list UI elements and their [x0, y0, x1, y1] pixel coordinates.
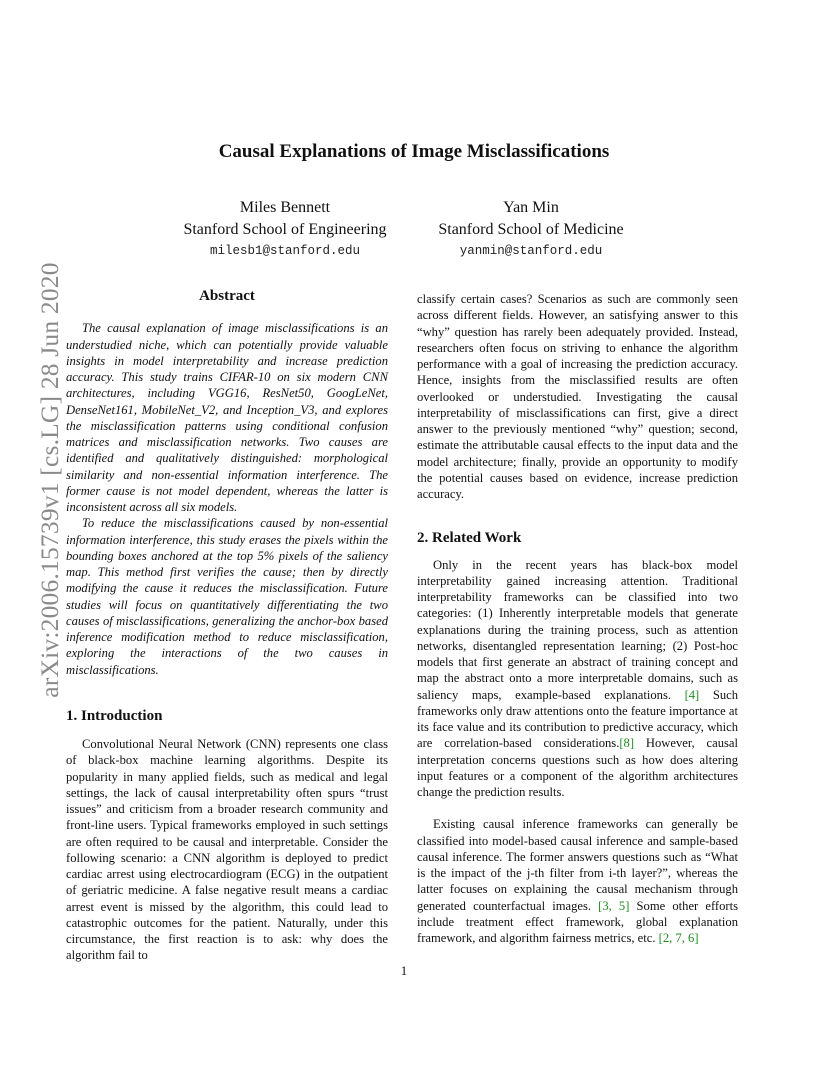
- related-text: Such frameworks only draw attentions onto the feature importance at its face value and its contribution to predictive accuracy, which are correlation-based considerations.: [417, 687, 738, 751]
- intro-paragraph-1: Convolutional Neural Network (CNN) represents one class of black-box machine learning algorithms. Despite its popularity in many applied fields, such as medical and legal settings, the lack of causal interpretability often spurs “trust issues” and criticism from a broader research community and front-line users. Typical frameworks employed in such settings are often required to be causal and interpretable. Consider the following scenario: a CNN algorithm is deployed to predict cardiac arrest using electrocardiogram (ECG) in the outpatient of geriatric medicine. A false negative result means a cardiac arrest event is missed by the algorithm, this could lead to catastrophic outcomes for the patient. Naturally, under this circumstance, the first reaction is to ask: why does the algorithm fail to: [66, 737, 388, 963]
- page-number: 1: [400, 963, 408, 978]
- intro-paragraph-1-continued: classify certain cases? Scenarios as such are commonly seen across different fields. However, an satisfying answer to this “why” question has rarely been adequately provided. Instead, researchers often focus on striving to enhance the algorithm performance with a goal of increasing the prediction accuracy. Hence, insights from the misclassified results are often overlooked or understudied. Investigating the causal interpretability of misclassifications can first, give a direct answer to the previously mentioned “why” question; second, estimate the attributable causal effects to the input data and the model architecture; finally, provide an opportunity to modify the potential causes based on evidence, increase prediction accuracy.: [417, 292, 738, 501]
- related-text: However, causal interpretation concerns questions such as how does altering input features or a component of the algorithm architectures change the prediction results.: [417, 736, 738, 799]
- author-email: yanmin@stanford.edu: [459, 244, 603, 258]
- abstract-heading: Abstract: [199, 288, 255, 304]
- author-block-2: [406, 197, 656, 261]
- abstract-paragraph-1: The causal explanation of image misclassifications is an understudied niche, which can potentially provide valuable insights in model interpretability and increase prediction accuracy. This study trains CIFAR-10 on six modern CNN architectures, including VGG16, ResNet50, GoogLeNet, DenseNet161, MobileNet_V2, and Inception_V3, and explores the misclassification patterns using conditional confusion matrices and misclassification networks. Two causes are identified and qualitatively distinguished: morphological similarity and non-essential information interference. The former cause is not model dependent, whereas the latter is inconsistent across all six models.: [66, 321, 388, 514]
- author-email: milesb1@stanford.edu: [209, 244, 361, 258]
- author-affiliation: Stanford School of Engineering: [183, 221, 387, 238]
- related-paragraph-1: [417, 557, 738, 801]
- citation-link[interactable]: [3, 5]: [598, 898, 630, 913]
- author-name: Miles Bennett: [239, 199, 331, 216]
- author-block-1: [160, 197, 410, 261]
- related-text: Some other efforts include treatment effect framework, global explanation framework, and algorithm fairness metrics, etc.: [417, 898, 738, 945]
- citation-link[interactable]: [8]: [619, 736, 635, 751]
- paper-title: Causal Explanations of Image Misclassifications: [218, 141, 610, 162]
- section-heading-introduction: 1. Introduction: [66, 707, 163, 724]
- citation-link[interactable]: [4]: [684, 687, 700, 702]
- section-heading-related-work: 2. Related Work: [417, 530, 522, 547]
- author-name: Yan Min: [503, 199, 559, 216]
- arxiv-identifier-text: arXiv:2006.15739v1 [cs.LG] 28 Jun 2020: [35, 262, 64, 698]
- left-column: [66, 288, 388, 964]
- right-column: [417, 291, 738, 946]
- related-text: Only in the recent years has black-box model interpretability gained increasing attention. Traditional interpretability frameworks can be classified into two categories: (1) Inherently interpretable models that generate explanations during the training process, such as attention networks, disentangled representation learning; (2) Post-hoc models that first generate an abstract of training concept and map the abstract onto a more interpretable domains, such as saliency maps, example-based explanations.: [417, 557, 738, 702]
- author-affiliation: Stanford School of Medicine: [438, 221, 624, 238]
- abstract-paragraph-2: To reduce the misclassifications caused by non-essential information interference, this study erases the pixels within the bounding boxes anchored at the top 5% pixels of the saliency map. This method first verifies the cause; then by directly modifying the cause it reduces the misclassification. Future studies will focus on quantitatively differentiating the two causes of misclassifications, generalizing the anchor-box based inference modification method to reduce misclassification, exploring the interactions of the two causes in misclassifications.: [66, 516, 388, 677]
- related-paragraph-2: [417, 816, 738, 946]
- related-text: Existing causal inference frameworks can generally be classified into model-based causal inference and sample-based causal inference. The former answers questions such as “What is the impact of the j-th filter from i-th layer?”, whereas the latter focuses on explaining the causal mechanism through generated counterfactual images.: [417, 817, 738, 913]
- citation-link[interactable]: [2, 7, 6]: [658, 931, 699, 945]
